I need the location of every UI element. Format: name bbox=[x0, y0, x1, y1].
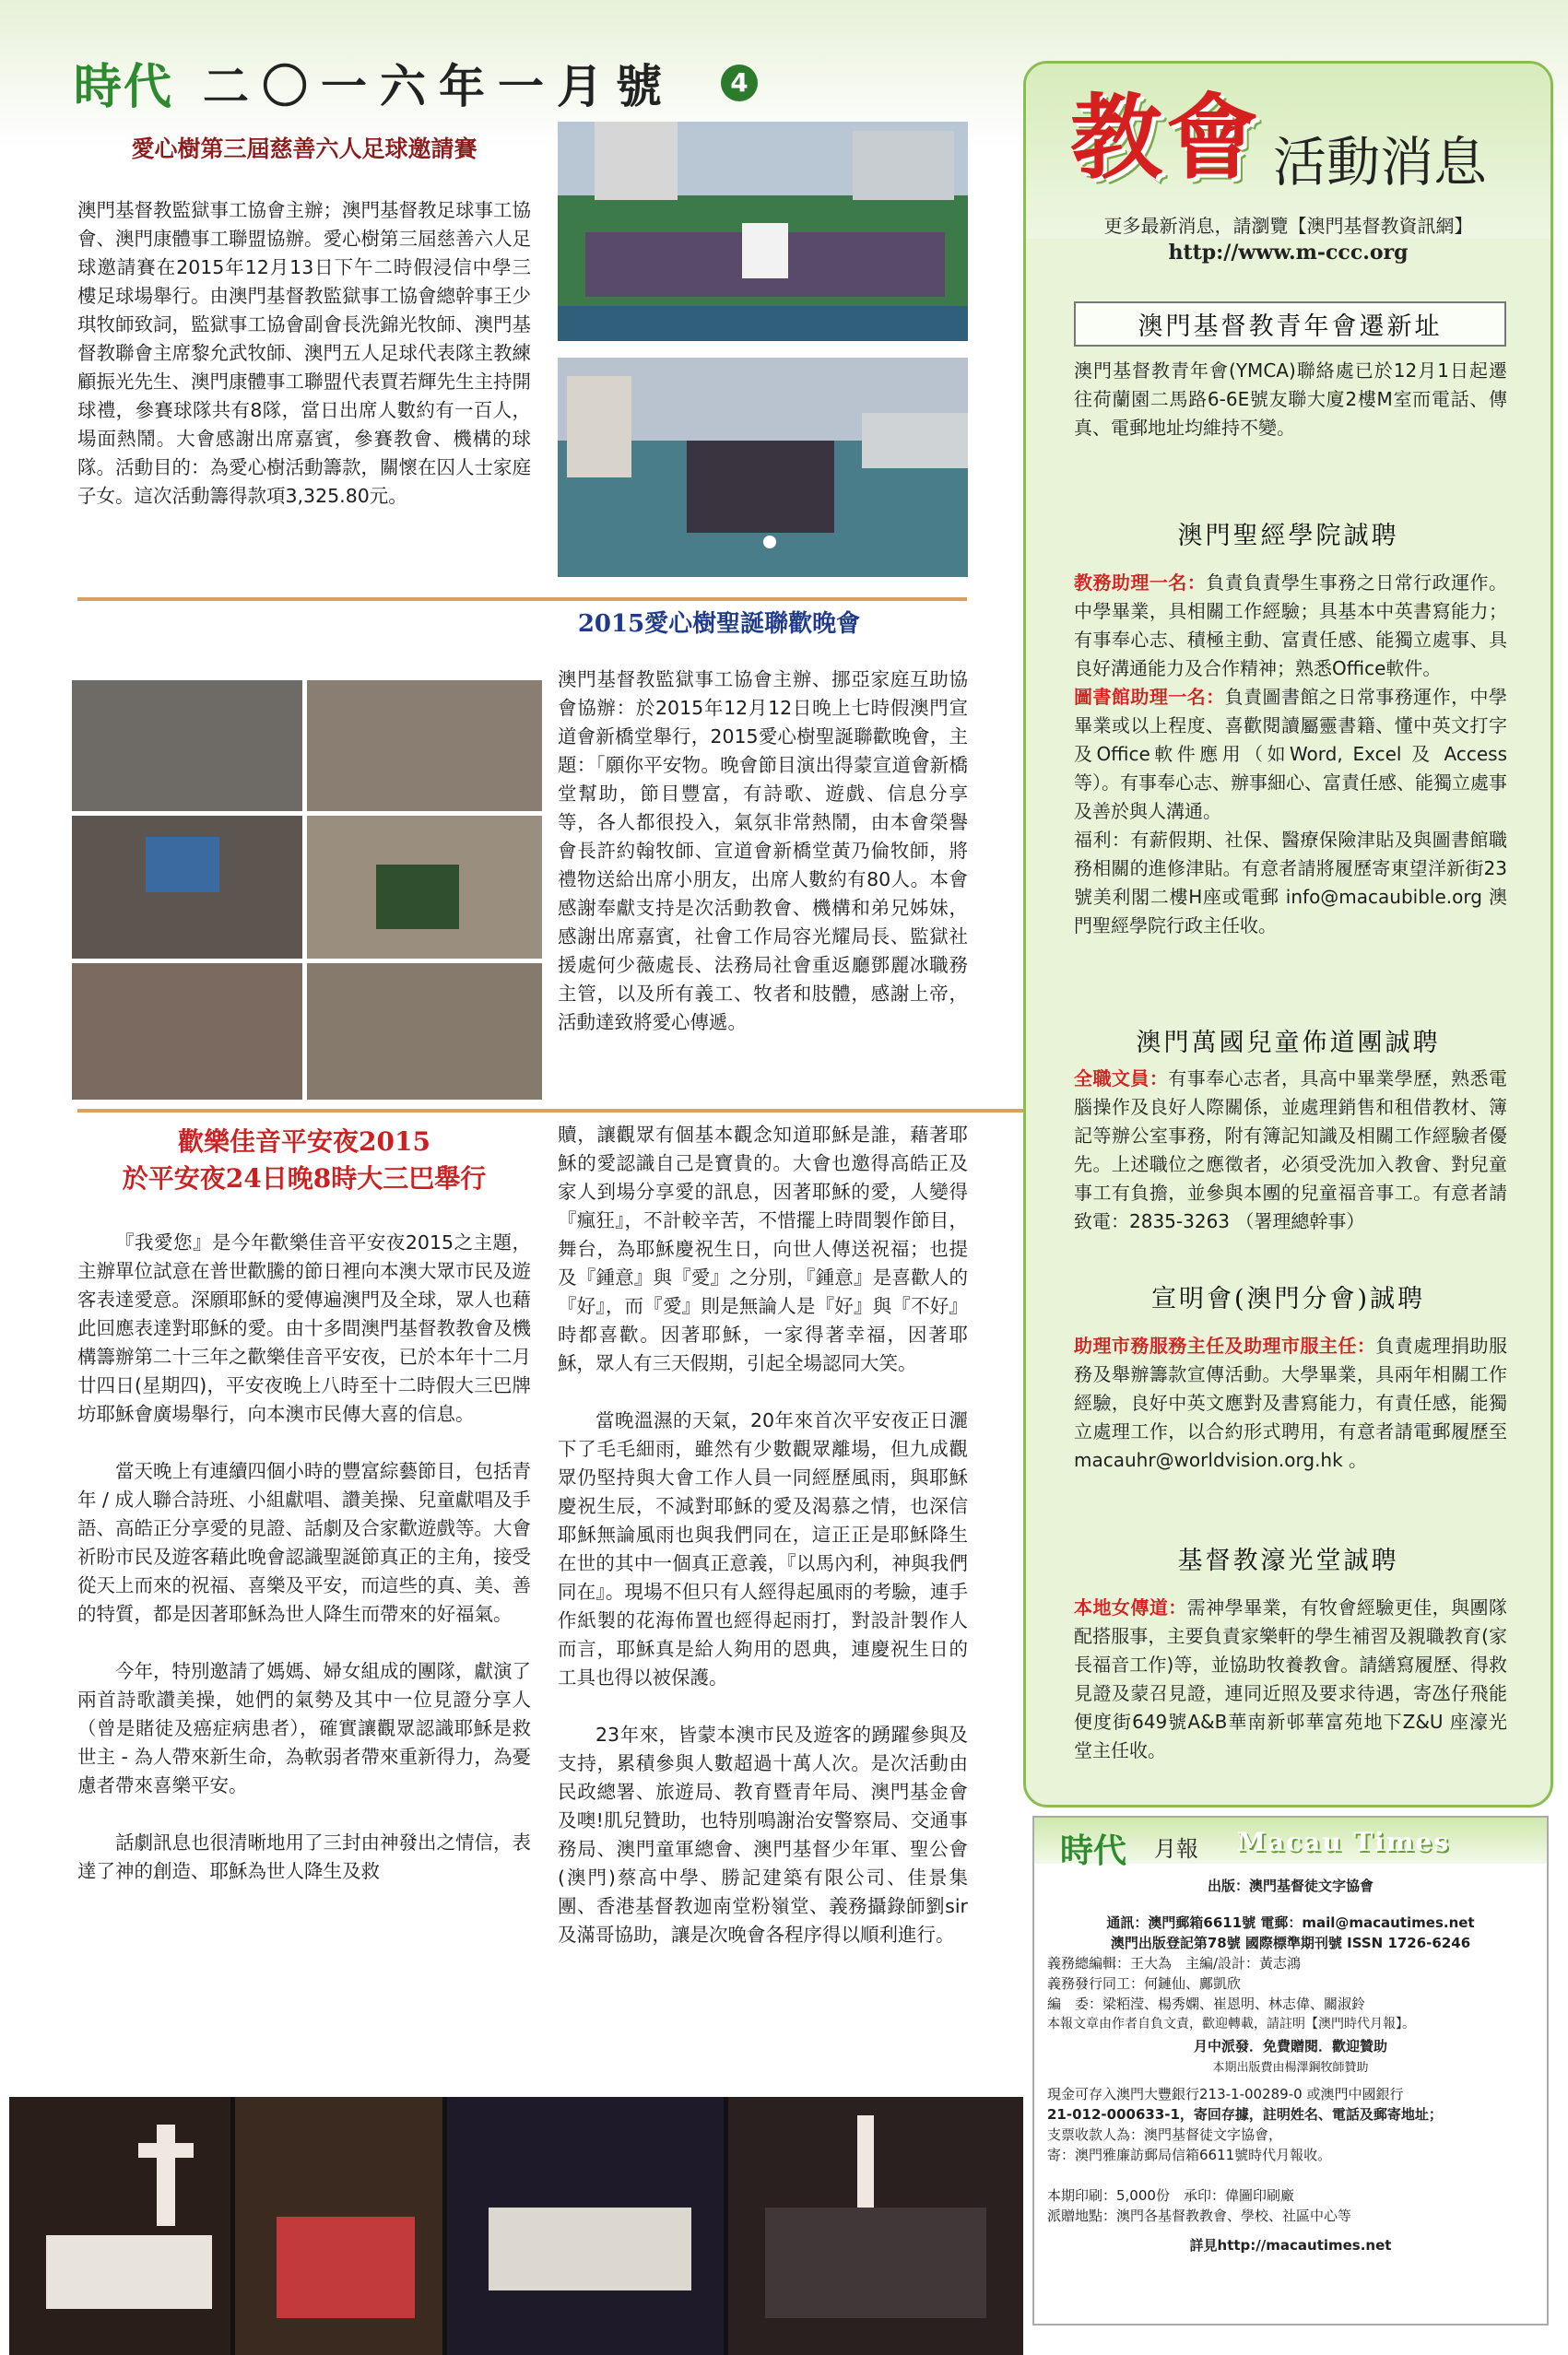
imprint-bank-line2: 21-012-000633-1，寄回存據，註明姓名、電話及郵寄地址； bbox=[1047, 2106, 1443, 2123]
cef-title: 澳門萬國兒童佈道團誠聘 bbox=[1136, 1029, 1441, 1057]
bible-position1-label: 教務助理一名： bbox=[1074, 571, 1207, 594]
football-group-photo bbox=[558, 122, 968, 341]
imprint-brand: 時代 bbox=[1060, 1831, 1127, 1870]
imprint-publisher: 出版：澳門基督徒文字協會 bbox=[1207, 1878, 1373, 1894]
imprint-website[interactable]: 詳見http://macautimes.net bbox=[1189, 2237, 1392, 2254]
hou-kong-church-body bbox=[1074, 1594, 1507, 1765]
imprint-contact: 通訊：澳門郵箱6611號 電郵：mail@macautimes.net bbox=[1106, 1914, 1475, 1931]
world-vision-position-label: 助理市務服務主任及助理市服主任： bbox=[1074, 1335, 1376, 1357]
bible-college-title: 澳門聖經學院誠聘 bbox=[1177, 522, 1399, 550]
website-link[interactable]: http://www.m-ccc.org bbox=[1168, 241, 1409, 265]
imprint-print-run: 本期印刷：5,000份 承印：偉圖印刷廠 bbox=[1047, 2187, 1294, 2204]
page-number-badge: 4 bbox=[721, 65, 758, 101]
imprint-notice: 本報文章由作者自負文責，歡迎轉載，請註明【澳門時代月報】。 bbox=[1047, 2017, 1415, 2031]
bible-position1-text: 負責負責學生事務之日常行政運作。中學畢業，具相關工作經驗；具基本中英書寫能力；有事奉心志、積極主動、富責任感、能獨立處事、具良好溝通能力及合作精神；熟悉Office軟件。 bbox=[1074, 571, 1508, 679]
article3-col2-paragraph: 當晚溫濕的天氣，20年來首次平安夜正日灑下了毛毛細雨，雖然有少數觀眾離場，但九成觀眾仍堅持與大會工作人員一同經歷風雨，與耶穌慶祝生辰，不減對耶穌的愛及渴慕之情，也深信耶穌無論風雨也與我們同在，這正正是耶穌降生在世的其中一個真正意義，『以馬內利，神與我們同在』。現場不但只有人經得起風雨的考驗，連手作紙製的花海佈置也經得起雨打，對設計製作人而言，耶穌真是給人夠用的恩典，連慶祝生日的工具也得以被保護。 bbox=[558, 1409, 968, 1689]
article3-title-line1: 歡樂佳音平安夜2015 bbox=[178, 1126, 430, 1157]
imprint-cheque-line1: 支票收款人為：澳門基督徒文字協會， bbox=[1047, 2126, 1283, 2143]
publication-brand: 時代 bbox=[74, 59, 174, 115]
imprint-registration: 澳門出版登記第78號 國際標準期刊號 ISSN 1726-6246 bbox=[1110, 1935, 1471, 1951]
article2-title: 2015愛心樹聖誕聯歡晚會 bbox=[577, 610, 861, 638]
imprint-english-name: Macau Times bbox=[1237, 1827, 1451, 1857]
article3-col1-paragraph: 今年，特別邀請了媽媽、婦女組成的團隊，獻演了兩首詩歌讚美操，她們的氣勢及其中一位見證分享人（曾是賭徒及癌症病患者），確實讓觀眾認識耶穌是救世主 - 為人帶來新生命，為軟弱者帶來重新得力，為憂慮者帶來喜樂平安。 bbox=[77, 1660, 531, 1796]
world-vision-title: 宣明會(澳門分會)誠聘 bbox=[1150, 1285, 1426, 1313]
more-info-text: 更多最新消息，請瀏覽【澳門基督教資訊網】 bbox=[1103, 215, 1473, 237]
section-divider-2 bbox=[77, 1109, 1036, 1113]
imprint-distribution-points: 派贈地點：澳門各基督教教會、學校、社區中心等 bbox=[1047, 2208, 1352, 2224]
imprint-committee: 編 委：梁粨滢、楊秀嫻、崔恩明、林志偉、關淑鈴 bbox=[1047, 1996, 1366, 2012]
world-vision-position-text: 負責處理捐助服務及舉辦籌款宣傳活動。大學畢業，具兩年相關工作經驗，良好中英文應對及書寫能力，有責任感，能獨立處理工作，以合約形式聘用，有意者請電郵履歷至macauhr@worldvision.org.hk 。 bbox=[1074, 1335, 1508, 1471]
publication-imprint bbox=[1032, 1816, 1549, 2326]
section-divider-1 bbox=[77, 597, 967, 601]
sidebar-title-news: 活動消息 bbox=[1273, 131, 1488, 194]
football-kickoff-photo-image bbox=[558, 358, 968, 577]
imprint-monthly: 月報 bbox=[1154, 1836, 1198, 1862]
cef-body bbox=[1074, 1065, 1507, 1236]
article3-col1-paragraph: 當天晚上有連續四個小時的豐富綜藝節目，包括青年 / 成人聯合詩班、小組獻唱、讚美操、兒童獻唱及手語、高皓正分享愛的見證、話劇及合家歡遊戲等。大會祈盼市民及遊客藉此晚會認識聖誕節真正的主角，接受從天上而來的祝福、喜樂及平安，而這些的真、美、善的特質，都是因著耶穌為世人降生而帶來的好福氣。 bbox=[77, 1460, 531, 1625]
cef-position-text: 有事奉心志者，具高中畢業學歷，熟悉電腦操作及良好人際關係，並處理銷售和租借教材、簿記等辦公室事務，附有簿記知識及相關工作經驗者優先。上述職位之應徵者，必須受洗加入教會、對兒童事工有負擔，並參與本團的兒童福音事工。有意者請致電：2835-3263 （署理總幹事） bbox=[1074, 1067, 1508, 1232]
ymca-title: 澳門基督教青年會遷新址 bbox=[1074, 301, 1506, 347]
bible-college-body bbox=[1074, 569, 1507, 940]
imprint-staff: 義務發行同工：何鏈仙、鄺凱欣 bbox=[1047, 1975, 1242, 1992]
hou-kong-position-label: 本地女傳道： bbox=[1074, 1596, 1187, 1619]
football-kickoff-photo bbox=[558, 358, 968, 577]
article3-column1 bbox=[77, 1229, 531, 1914]
article3-col1-paragraph: 話劇訊息也很清晰地用了三封由神發出之情信，表達了神的創造、耶穌為世人降生及救 bbox=[77, 1831, 531, 1882]
sidebar-title-church: 教會 bbox=[1070, 83, 1262, 192]
imprint-distribution: 月中派發．免費贈閱．歡迎贊助 bbox=[1193, 2038, 1387, 2055]
carol-night-stage-photos bbox=[9, 2097, 1023, 2355]
bible-benefits-text: 福利：有薪假期、社保、醫療保險津貼及與圖書館職務相關的進修津貼。有意者請將履歷寄東望洋新街23號美利閣二樓H座或電郵 info@macaubible.org 澳門聖經學院行政主任收。 bbox=[1074, 829, 1507, 936]
imprint-cheque-line2: 寄：澳門雅廉訪郵局信箱6611號時代月報收。 bbox=[1047, 2147, 1332, 2163]
imprint-bank-line1: 現金可存入澳門大豐銀行213-1-00289-0 或澳門中國銀行 bbox=[1047, 2086, 1404, 2102]
hou-kong-church-title: 基督教濠光堂誠聘 bbox=[1177, 1547, 1399, 1575]
christmas-party-collage bbox=[72, 680, 542, 1100]
church-news-sidebar bbox=[1023, 61, 1553, 1807]
imprint-editor: 義務總編輯：王大為 主編/設計：黃志鴻 bbox=[1047, 1955, 1302, 1972]
article3-col2-paragraph: 贖，讓觀眾有個基本觀念知道耶穌是誰，藉著耶穌的愛認識自己是寶貴的。大會也邀得高皓正及家人到場分享愛的訊息，因著耶穌的愛，人變得『瘋狂』，不計較辛苦，不惜擺上時間製作節目，舞台，為耶穌慶祝生日，向世人傳送祝福；也提及『鍾意』與『愛』之分別，『鍾意』是喜歡人的『好』，而『愛』則是無論人是『好』與『不好』時都喜歡。因著耶穌，一家得著幸福，因著耶穌，眾人有三天假期，引起全場認同大笑。 bbox=[558, 1124, 968, 1374]
bible-position2-label: 圖書館助理一名： bbox=[1074, 686, 1225, 708]
football-group-photo-image bbox=[558, 122, 968, 341]
imprint-sponsor: 本期出版費由楊澤鋼牧師贊助 bbox=[1212, 2061, 1369, 2075]
hou-kong-position-text: 需神學畢業，有牧會經驗更佳，與團隊配搭服事，主要負責家樂軒的學生補習及親職教育(家長福音工作)等，並協助牧養教會。請繕寫履歷、得救見證及蒙召見證，連同近照及要求待遇，寄氹仔飛能便度街649號A&B華南新邨華富苑地下Z&U 座濠光堂主任收。 bbox=[1074, 1596, 1508, 1761]
carol-night-stage-photos-image bbox=[9, 2097, 1023, 2355]
christmas-party-collage-image bbox=[72, 680, 542, 1100]
page-header bbox=[74, 48, 758, 117]
article3-column2 bbox=[558, 1121, 968, 1978]
article3-col1-paragraph: 『我愛您』是今年歡樂佳音平安夜2015之主題，主辦單位試意在普世歡騰的節日裡向本澳大眾市民及遊客表達愛意。深願耶穌的愛傳遍澳門及全球，眾人也藉此回應表達對耶穌的愛。由十多間澳門基督教教會及機構籌辦第二十三年之歡樂佳音平安夜，已於本年十二月廿四日(星期四)，平安夜晚上八時至十二時假大三巴牌坊耶穌會廣場舉行，向本澳市民傳大喜的信息。 bbox=[77, 1231, 531, 1425]
ymca-body: 澳門基督教青年會(YMCA)聯絡處已於12月1日起遷往荷蘭園二馬路6-6E號友聯大廈2樓M室而電話、傳真、電郵地址均維持不變。 bbox=[1074, 359, 1507, 439]
cef-position-label: 全職文員： bbox=[1074, 1067, 1169, 1089]
issue-date: 二〇一六年一月號 bbox=[203, 58, 676, 113]
article1-title: 愛心樹第三屆慈善六人足球邀請賽 bbox=[131, 135, 477, 162]
article1-body: 澳門基督教監獄事工協會主辦；澳門基督教足球事工協會、澳門康體事工聯盟協辦。愛心樹第三屆慈善六人足球邀請賽在2015年12月13日下午二時假浸信中學三樓足球場舉行。由澳門基督教監獄事工協會總幹事王少琪牧師致詞，監獄事工協會副會長洗錦光牧師、澳門基督教聯會主席黎允武牧師、澳門五人足球代表隊主教練顧振光先生、澳門康體事工聯盟代表賈若輝先生主持開球禮，參賽球隊共有8隊，當日出席人數約有一百人，場面熱鬧。大會感謝出席嘉賓，參賽教會、機構的球隊。活動目的：為愛心樹活動籌款，關懷在囚人士家庭子女。這次活動籌得款項3,325.80元。 bbox=[77, 199, 531, 507]
world-vision-body bbox=[1074, 1332, 1507, 1475]
article3-col2-paragraph: 23年來，皆蒙本澳市民及遊客的踴躍參與及支持，累積參與人數超過十萬人次。是次活動由民政總署、旅遊局、教育暨青年局、澳門基金會及噢!肌兒贊助，也特別鳴謝治安警察局、交通事務局、澳門童軍總會、澳門基督少年軍、聖公會(澳門)蔡高中學、勝記建築有限公司、佳景集團、香港基督教迦南堂粉嶺堂、義務攝錄師劉sir及滿哥協助，讓是次晚會各程序得以順利進行。 bbox=[558, 1724, 968, 1946]
article3-title-line2: 於平安夜24日晚8時大三巴舉行 bbox=[122, 1163, 487, 1194]
bible-position2-text: 負責圖書館之日常事務運作，中學畢業或以上程度、喜歡閱讀屬靈書籍、懂中英文打字及Office軟件應用（如Word, Excel 及 Access 等）。有事奉心志、辦事細心、富責任感、能獨立處事及善於與人溝通。 bbox=[1074, 686, 1508, 822]
article2-body: 澳門基督教監獄事工協會主辦、挪亞家庭互助協會協辦：於2015年12月12日晚上七時假澳門宣道會新橋堂舉行，2015愛心樹聖誕聯歡晚會，主題：「願你平安物。晚會節目演出得蒙宣道會新橋堂幫助，節目豐富，有詩歌、遊戲、信息分享等，各人都很投入，氣氛非常熱鬧，由本會榮譽會長許約翰牧師、宣道會新橋堂黃乃倫牧師，將禮物送給出席小朋友，出席人數約有80人。本會感謝奉獻支持是次活動教會、機構和弟兄姊妹，感謝出席嘉賓，社會工作局容光耀局長、監獄社援處何少薇處長、法務局社會重返廳鄧麗冰職務主管，以及所有義工、牧者和肢體，感謝上帝，活動達致將愛心傳遞。 bbox=[558, 668, 968, 1033]
